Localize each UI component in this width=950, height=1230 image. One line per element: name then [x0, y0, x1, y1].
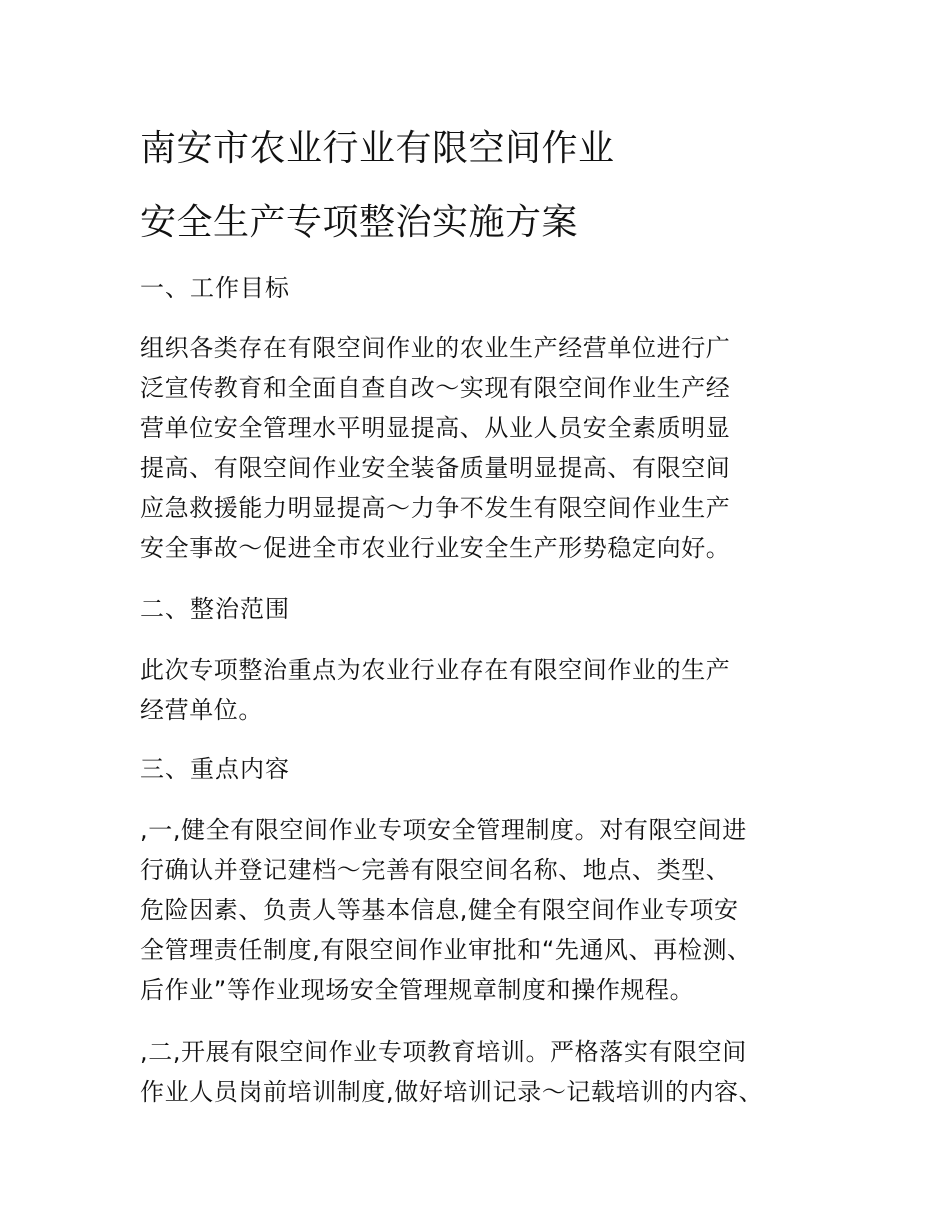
paragraph-line: 行确认并登记建档～完善有限空间名称、地点、类型、 [140, 856, 731, 884]
paragraph-line: 危险因素、负责人等基本信息,健全有限空间作业专项安 [140, 896, 739, 924]
paragraph-line: 全管理责任制度,有限空间作业审批和“先通风、再检测、 [140, 936, 752, 964]
paragraph-line: 泛宣传教育和全面自查自改～实现有限空间作业生产经 [140, 374, 731, 402]
paragraph-line: ,一,健全有限空间作业专项安全管理制度。对有限空间进 [140, 816, 747, 844]
paragraph-goals [140, 328, 820, 568]
paragraph-line: 提高、有限空间作业安全装备质量明显提高、有限空间 [140, 454, 731, 482]
section-heading-goals: 一、工作目标 [140, 274, 290, 302]
paragraph-line: 后作业”等作业现场安全管理规章制度和操作规程。 [140, 976, 695, 1004]
paragraph-line: 作业人员岗前培训制度,做好培训记录～记载培训的内容、 [140, 1078, 764, 1106]
paragraph-key-content-1 [140, 810, 820, 1010]
paragraph-line: 组织各类存在有限空间作业的农业生产经营单位进行广 [140, 334, 731, 362]
paragraph-line: 安全事故～促进全市农业行业安全生产形势稳定向好。 [140, 534, 731, 562]
paragraph-line: ,二,开展有限空间作业专项教育培训。严格落实有限空间 [140, 1038, 747, 1066]
paragraph-line: 此次专项整治重点为农业行业存在有限空间作业的生产 [140, 656, 731, 684]
paragraph-line: 营单位安全管理水平明显提高、从业人员安全素质明显 [140, 414, 731, 442]
paragraph-line: 应急救援能力明显提高～力争不发生有限空间作业生产 [140, 494, 731, 522]
paragraph-key-content-2 [140, 1032, 820, 1112]
document-title-line-1: 南安市农业行业有限空间作业 [140, 128, 615, 169]
document-title-line-2: 安全生产专项整治实施方案 [140, 202, 579, 243]
section-heading-key-content: 三、重点内容 [140, 755, 290, 783]
section-heading-scope: 二、整治范围 [140, 595, 290, 623]
paragraph-line: 经营单位。 [140, 696, 263, 724]
paragraph-scope [140, 650, 820, 730]
